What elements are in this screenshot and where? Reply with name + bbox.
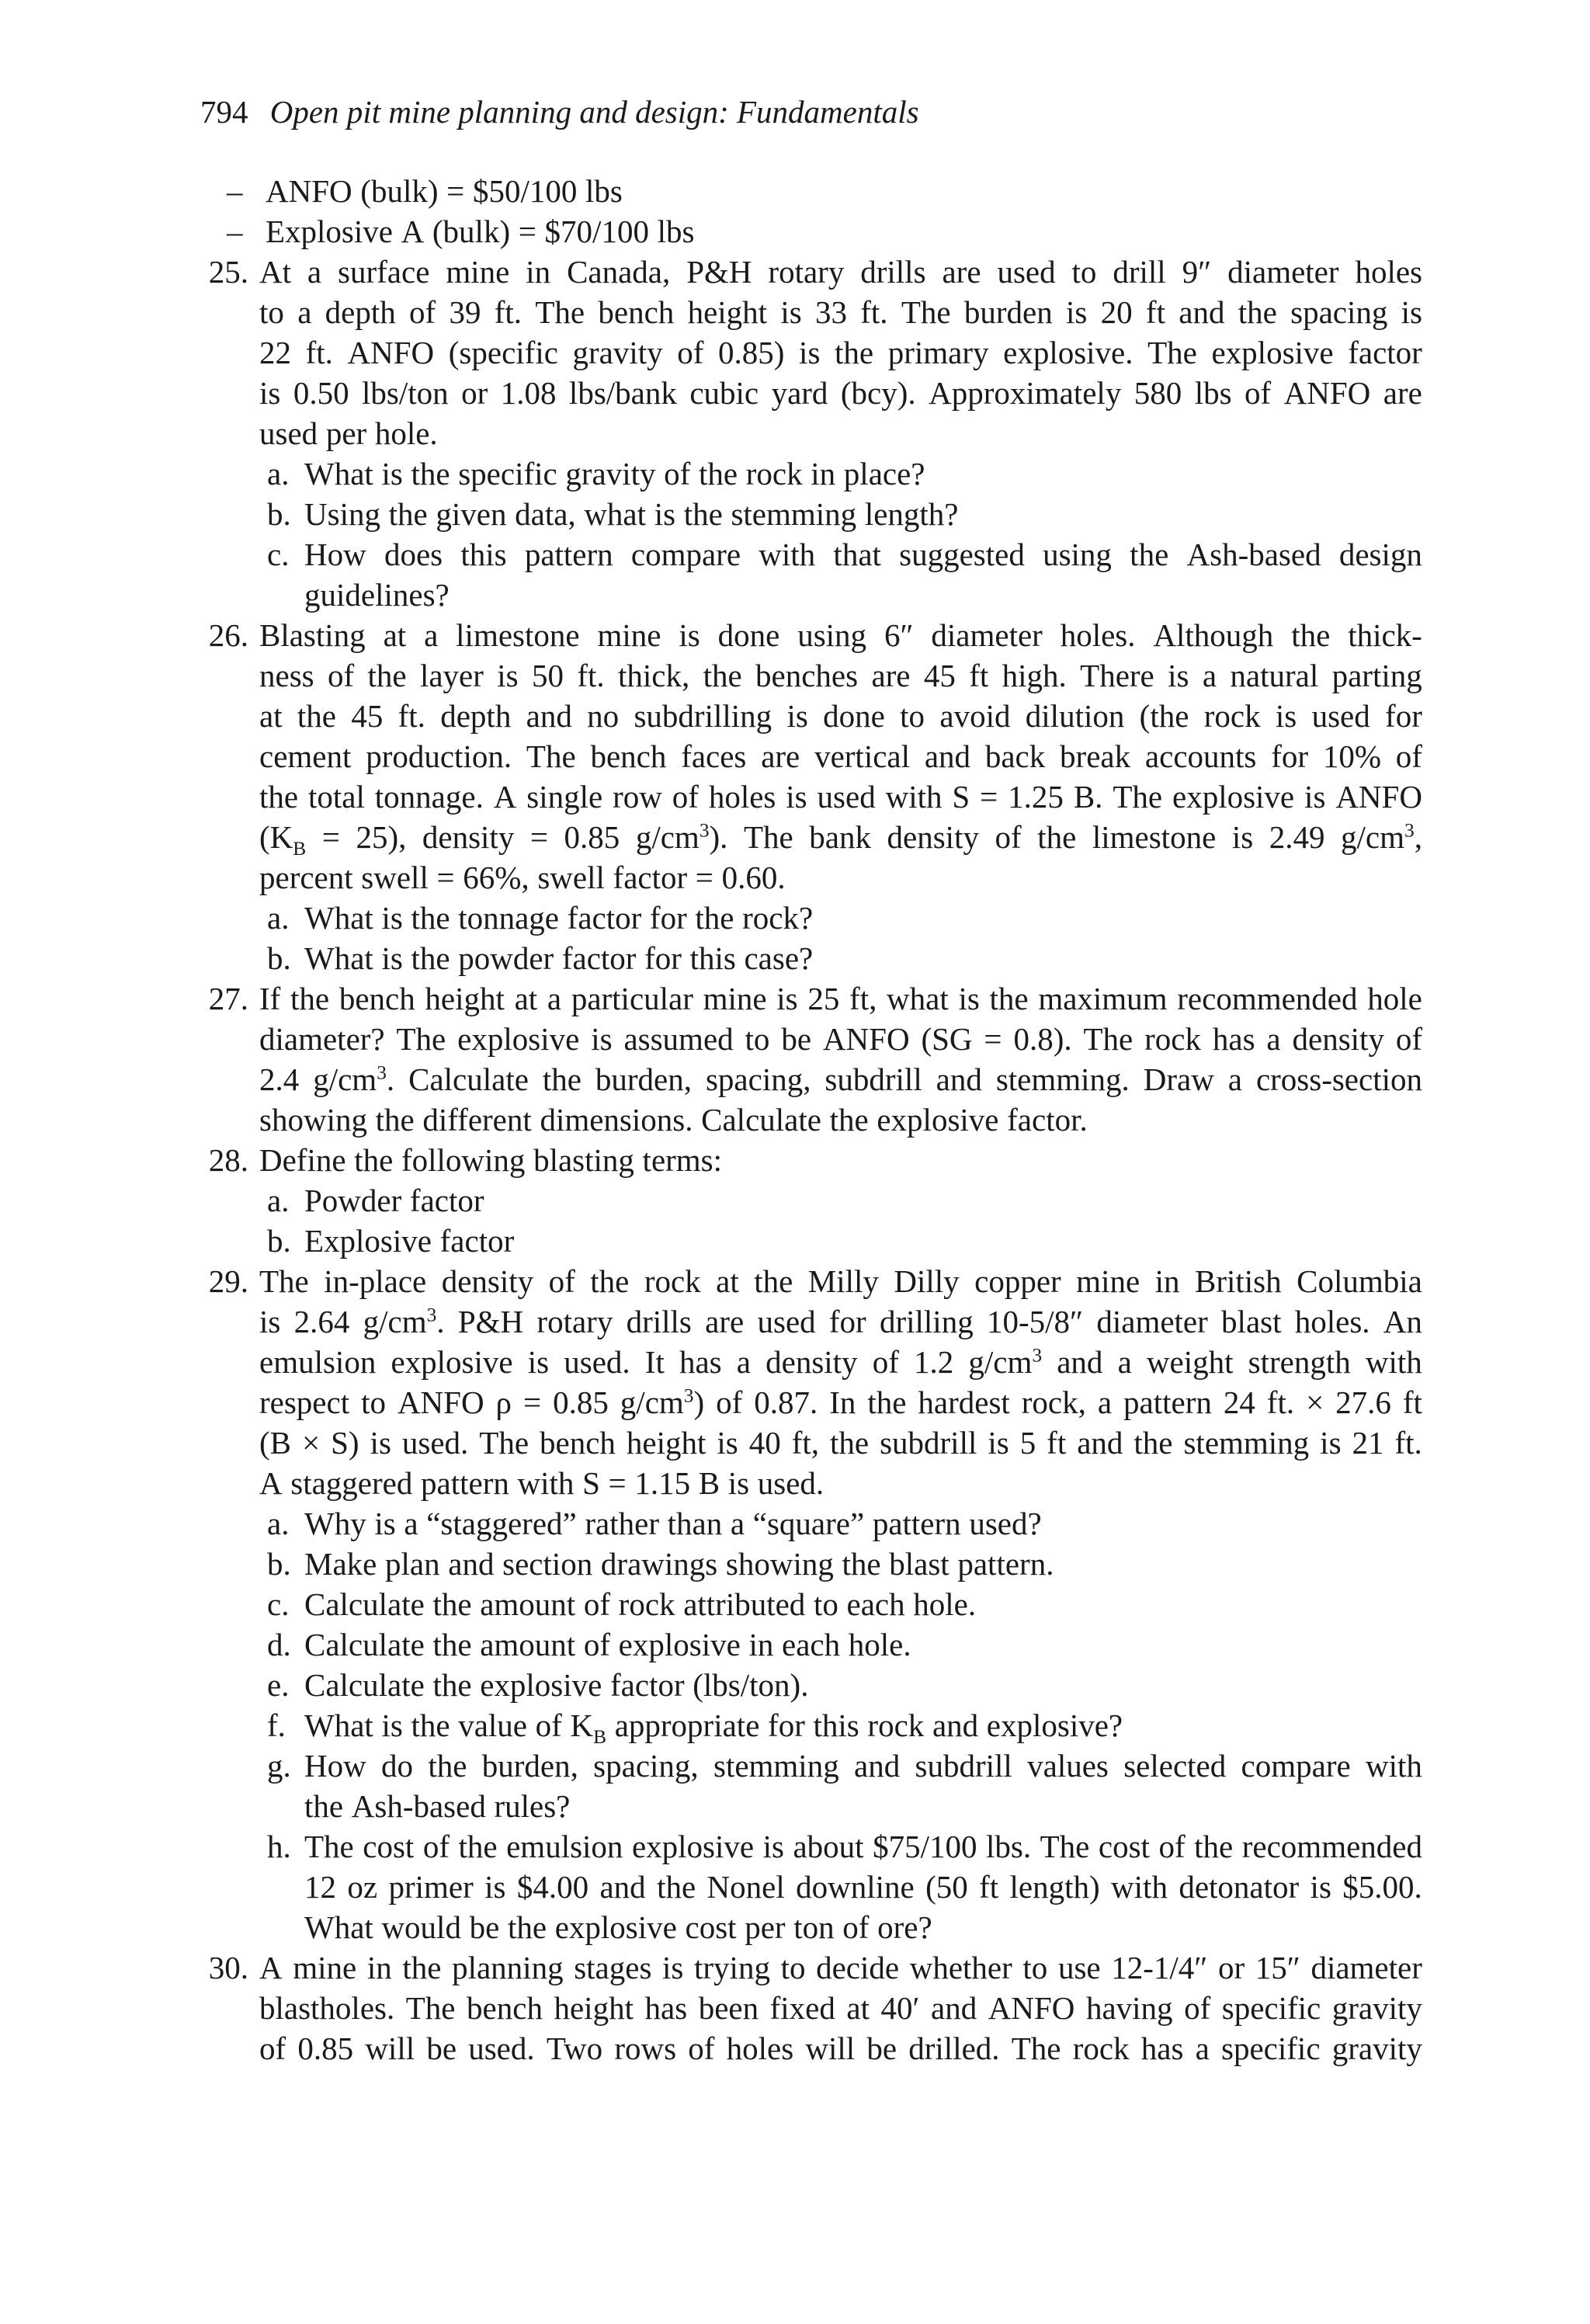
line-text: What would be the explosive cost per ton of ore? xyxy=(304,1909,932,1945)
text-line xyxy=(200,736,1422,776)
list-dash: – xyxy=(227,214,243,249)
text-line xyxy=(200,1059,1422,1099)
line-text: Blasting at a limestone mine is done using 6″ diameter holes. Although the thick- xyxy=(259,617,1422,653)
line-text: is 2.64 $g/cm^3$. P&H rotary drills are used for drilling 10-5/8″ diameter blast holes. An xyxy=(259,1304,1422,1339)
subquestion-label: c. xyxy=(267,537,290,572)
text-line xyxy=(200,1140,1422,1180)
text-line xyxy=(200,1342,1422,1382)
line-text: showing the different dimensions. Calculate the explosive factor. xyxy=(259,1102,1088,1138)
line-text: percent swell = 66%, swell factor = 0.60. xyxy=(259,860,786,895)
text-line xyxy=(200,938,1422,978)
subquestion-label: c. xyxy=(267,1586,290,1622)
subquestion-label: f. xyxy=(267,1707,286,1743)
line-text: A mine in the planning stages is trying to decide whether to use 12-1/4″ or 15″ diameter xyxy=(259,1950,1422,1985)
line-text: What is the value of $K_B$ appropriate for this rock and explosive? xyxy=(304,1707,1123,1749)
line-text: (B × S) is used. The bench height is 40 ft, the subdrill is 5 ft and the stemming is 21 ft. xyxy=(259,1425,1422,1461)
question-number: 30. xyxy=(208,1950,248,1985)
question-number: 29. xyxy=(208,1263,248,1299)
text-line xyxy=(200,1786,1422,1826)
line-text: Define the following blasting terms: xyxy=(259,1142,723,1178)
text-line xyxy=(200,1867,1422,1907)
text-line xyxy=(200,776,1422,817)
line-text: Make plan and section drawings showing the blast pattern. xyxy=(304,1546,1054,1582)
text-line xyxy=(200,1261,1422,1301)
text-line xyxy=(200,1423,1422,1463)
text-line xyxy=(200,1665,1422,1705)
text-line xyxy=(200,2028,1422,2069)
text-line xyxy=(200,857,1422,898)
subquestion-label: a. xyxy=(267,1506,290,1541)
subquestion-label: b. xyxy=(267,940,291,976)
line-text: used per hole. xyxy=(259,415,438,451)
list-dash: – xyxy=(227,173,243,209)
text-line xyxy=(200,292,1422,332)
line-text: guidelines? xyxy=(304,577,450,613)
exercise-list xyxy=(200,171,1422,2069)
text-line xyxy=(200,332,1422,373)
line-text: the Ash-based rules? xyxy=(304,1788,571,1824)
line-text: ness of the layer is 50 ft. thick, the benches are 45 ft high. There is a natural parting xyxy=(259,658,1422,693)
subquestion-label: e. xyxy=(267,1667,290,1703)
line-text: The cost of the emulsion explosive is about $75/100 lbs. The cost of the recommended xyxy=(304,1829,1422,1864)
text-line xyxy=(200,1947,1422,1988)
text-line xyxy=(200,1180,1422,1221)
line-text: Powder factor xyxy=(304,1183,484,1218)
text-line xyxy=(200,211,1422,252)
line-text: blastholes. The bench height has been fixed at 40′ and ANFO having of specific gravity xyxy=(259,1990,1422,2026)
text-line xyxy=(200,898,1422,938)
line-text: 12 oz primer is $4.00 and the Nonel downline (50 ft length) with detonator is $5.00. xyxy=(304,1869,1422,1905)
running-header xyxy=(200,92,919,132)
question-number: 26. xyxy=(208,617,248,653)
line-text: A staggered pattern with S = 1.15 B is used. xyxy=(259,1465,825,1501)
subquestion-label: a. xyxy=(267,456,290,492)
text-line xyxy=(200,1382,1422,1423)
line-text: What is the tonnage factor for the rock? xyxy=(304,900,814,936)
text-line xyxy=(200,373,1422,413)
line-text: to a depth of 39 ft. The bench height is 33 ft. The burden is 20 ft and the spacing is xyxy=(259,294,1422,330)
subquestion-label: d. xyxy=(267,1627,291,1662)
line-text: of 0.85 will be used. Two rows of holes will be drilled. The rock has a specific gravity xyxy=(259,2030,1422,2066)
line-text: If the bench height at a particular mine is 25 ft, what is the maximum recommended hole xyxy=(259,981,1422,1016)
text-line xyxy=(200,252,1422,292)
text-line xyxy=(200,1907,1422,1947)
text-line xyxy=(200,575,1422,615)
line-text: ANFO (bulk) = $50/100 lbs xyxy=(266,173,623,209)
text-line xyxy=(200,1988,1422,2028)
line-text: 22 ft. ANFO (specific gravity of 0.85) is the primary explosive. The explosive factor xyxy=(259,335,1422,370)
line-text: 2.4 $g/cm^3$. Calculate the burden, spacing, subdrill and stemming. Draw a cross-section xyxy=(259,1061,1422,1097)
line-text: Calculate the amount of explosive in each hole. xyxy=(304,1627,911,1662)
page-number: 794 xyxy=(200,94,248,130)
text-line xyxy=(200,615,1422,655)
text-line xyxy=(200,1301,1422,1342)
text-line xyxy=(200,1503,1422,1544)
text-line xyxy=(200,534,1422,575)
subquestion-label: a. xyxy=(267,900,290,936)
line-text: Why is a “staggered” rather than a “square” pattern used? xyxy=(304,1506,1042,1541)
line-text: respect to ANFO ρ = 0.85 $g/cm^3$) of 0.87. In the hardest rock, a pattern 24 ft. × 27.6 ft xyxy=(259,1384,1422,1420)
subquestion-label: a. xyxy=(267,1183,290,1218)
line-text: Using the given data, what is the stemming length? xyxy=(304,496,959,532)
text-line xyxy=(200,1746,1422,1786)
line-text: the total tonnage. A single row of holes is used with S = 1.25 B. The explosive is ANFO xyxy=(259,779,1422,815)
question-number: 25. xyxy=(208,254,248,290)
text-line xyxy=(200,494,1422,534)
text-line xyxy=(200,1544,1422,1584)
text-line xyxy=(200,1826,1422,1867)
text-line xyxy=(200,1463,1422,1503)
text-line xyxy=(200,1624,1422,1665)
question-number: 27. xyxy=(208,981,248,1016)
line-text: How do the burden, spacing, stemming and subdrill values selected compare with xyxy=(304,1748,1422,1784)
subquestion-label: b. xyxy=(267,1223,291,1259)
line-text: Explosive A (bulk) = $70/100 lbs xyxy=(266,214,695,249)
subquestion-label: g. xyxy=(267,1748,291,1784)
line-text: emulsion explosive is used. It has a density of 1.2 $g/cm^3$ and a weight strength with xyxy=(259,1344,1422,1380)
text-line xyxy=(200,696,1422,736)
subquestion-label: b. xyxy=(267,496,291,532)
text-line xyxy=(200,1705,1422,1749)
text-line xyxy=(200,1584,1422,1624)
line-text: Calculate the amount of rock attributed to each hole. xyxy=(304,1586,977,1622)
line-text: diameter? The explosive is assumed to be ANFO (SG = 0.8). The rock has a density of xyxy=(259,1021,1422,1057)
line-text: What is the powder factor for this case? xyxy=(304,940,814,976)
text-line xyxy=(200,453,1422,494)
text-line xyxy=(200,978,1422,1019)
subquestion-label: b. xyxy=(267,1546,291,1582)
line-text: cement production. The bench faces are vertical and back break accounts for 10% of xyxy=(259,738,1422,774)
subquestion-label: h. xyxy=(267,1829,291,1864)
line-text: at the 45 ft. depth and no subdrilling is done to avoid dilution (the rock is used for xyxy=(259,698,1422,734)
running-title: Open pit mine planning and design: Fundamentals xyxy=(269,94,919,130)
line-text: The in-place density of the rock at the Milly Dilly copper mine in British Columbia xyxy=(259,1263,1422,1299)
text-line xyxy=(200,171,1422,211)
line-text: How does this pattern compare with that suggested using the Ash-based design xyxy=(304,537,1422,572)
text-line xyxy=(200,413,1422,453)
text-line xyxy=(200,655,1422,696)
text-line xyxy=(200,1221,1422,1261)
line-text: Explosive factor xyxy=(304,1223,515,1259)
line-text: What is the specific gravity of the rock in place? xyxy=(304,456,925,492)
text-line xyxy=(200,1099,1422,1140)
text-line xyxy=(200,817,1422,860)
line-text: ($K_B$ = 25), density = 0.85 $g/cm^3$). The bank density of the limestone is 2.49 $g/cm^3$, xyxy=(259,819,1422,860)
line-text: At a surface mine in Canada, P&H rotary drills are used to drill 9″ diameter holes xyxy=(259,254,1422,290)
question-number: 28. xyxy=(208,1142,248,1178)
text-line xyxy=(200,1019,1422,1059)
line-text: is 0.50 lbs/ton or 1.08 lbs/bank cubic yard (bcy). Approximately 580 lbs of ANFO are xyxy=(259,375,1422,411)
line-text: Calculate the explosive factor (lbs/ton). xyxy=(304,1667,809,1703)
